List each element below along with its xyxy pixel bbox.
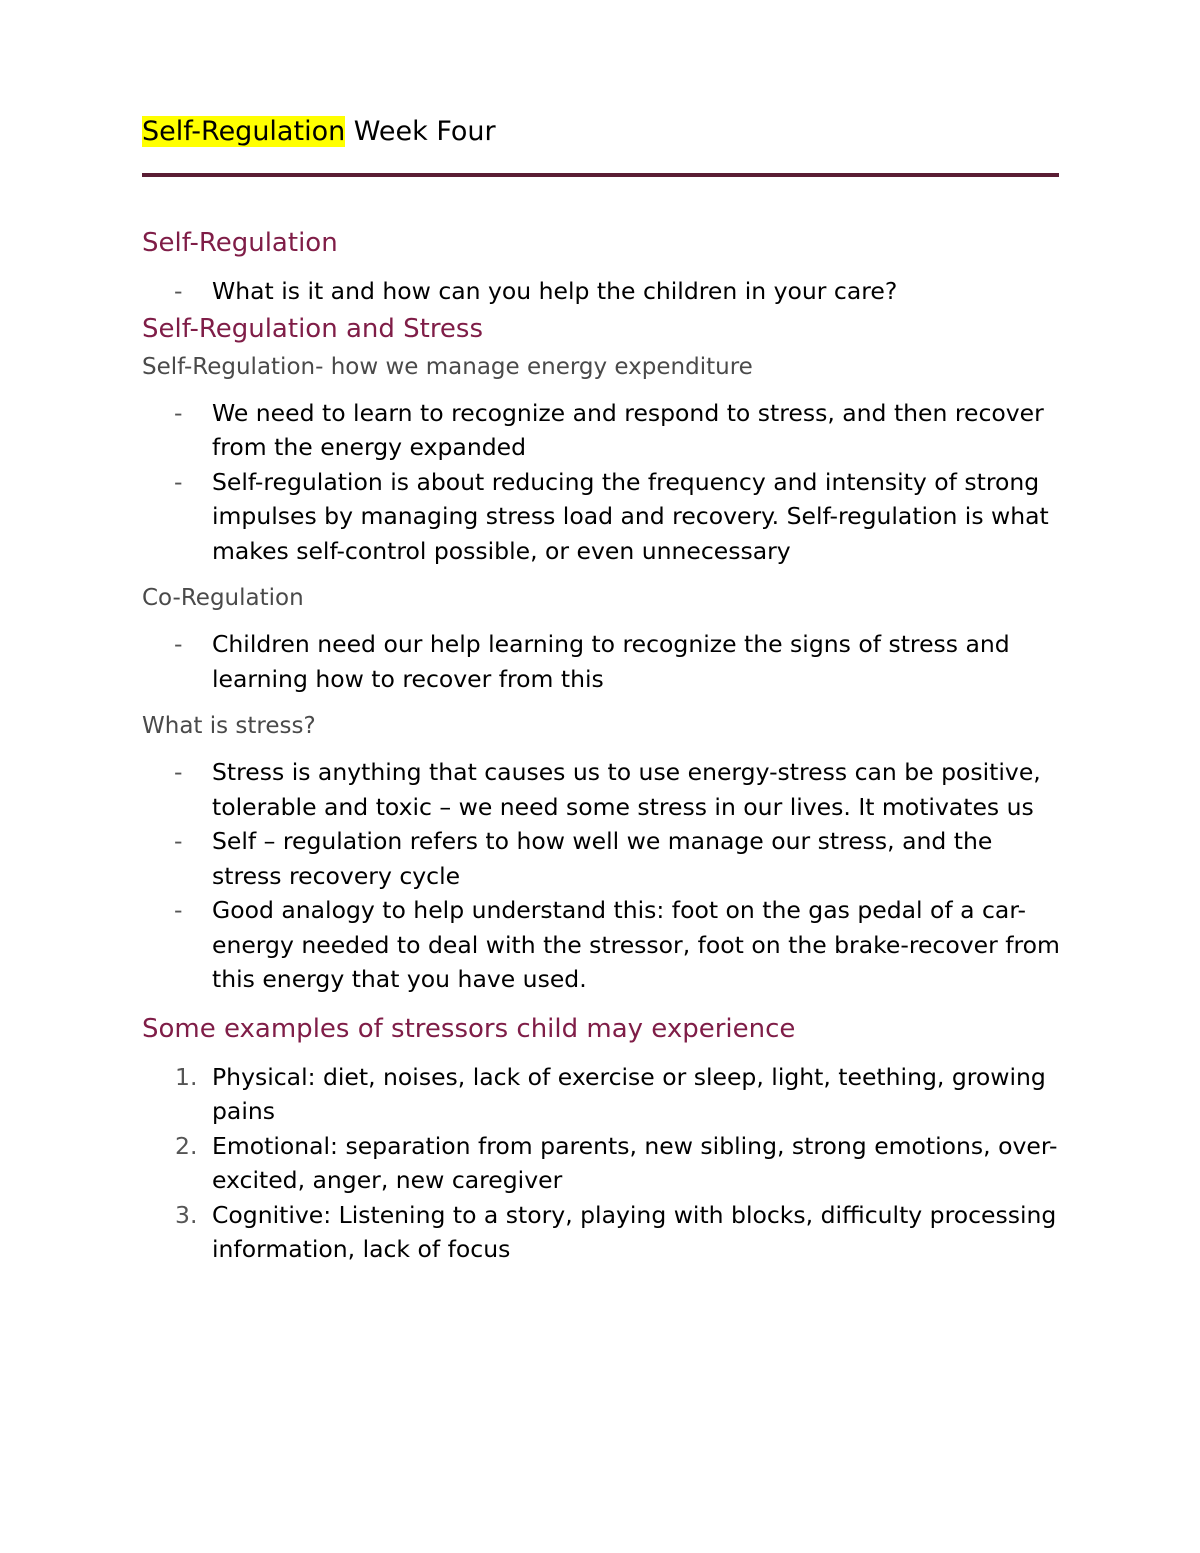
title-divider	[142, 173, 1059, 177]
list-number: 3.	[175, 1200, 198, 1229]
bullet-marker: -	[174, 630, 183, 658]
bullet-list-self-regulation	[142, 274, 1060, 309]
list-item: - We need to learn to recognize and respond to stress, and then recover from the energy expanded	[142, 396, 1060, 465]
section-heading-self-regulation-and-stress: Self-Regulation and Stress	[142, 313, 484, 344]
bullet-marker: -	[174, 896, 183, 924]
list-item: 2. Emotional: separation from parents, new sibling, strong emotions, over-excited, anger, new caregiver	[142, 1129, 1060, 1198]
subheading-energy-expenditure: Self-Regulation- how we manage energy expenditure	[142, 353, 753, 380]
document-body	[142, 223, 1060, 1267]
section-heading-stressor-examples: Some examples of stressors child may experience	[142, 1013, 796, 1044]
bullet-marker: -	[174, 277, 183, 305]
document-title	[142, 114, 496, 150]
list-number: 1.	[175, 1062, 198, 1091]
bullet-marker: -	[174, 467, 183, 496]
bullet-list-stress	[142, 396, 1060, 569]
bullet-list-what-is-stress	[142, 755, 1060, 997]
list-item: 3. Cognitive: Listening to a story, playing with blocks, difficulty processing information, lack of focus	[142, 1198, 1060, 1267]
bullet-marker: -	[174, 827, 183, 855]
list-item: - What is it and how can you help the children in your care?	[142, 274, 1060, 309]
title-rest-text: Week Four	[345, 116, 496, 147]
list-item: - Stress is anything that causes us to use energy-stress can be positive, tolerable and toxic – we need some stress in our lives. It motivates us	[142, 755, 1060, 824]
section-heading-self-regulation: Self-Regulation	[142, 228, 338, 258]
list-number: 2.	[175, 1131, 198, 1160]
list-item: - Children need our help learning to recognize the signs of stress and learning how to recover from this	[142, 627, 1060, 696]
bullet-marker: -	[174, 758, 183, 786]
list-item: - Good analogy to help understand this: foot on the gas pedal of a car-energy needed to deal with the stressor, foot on the brake-recover from this energy that you have used.	[142, 893, 1060, 997]
list-item: - Self – regulation refers to how well we manage our stress, and the stress recovery cycle	[142, 824, 1060, 893]
numbered-list-stressors	[142, 1060, 1060, 1267]
title-highlighted-text: Self-Regulation	[142, 116, 346, 147]
bullet-marker: -	[174, 398, 183, 427]
list-item: 1. Physical: diet, noises, lack of exercise or sleep, light, teething, growing pains	[142, 1060, 1060, 1129]
list-item: - Self-regulation is about reducing the frequency and intensity of strong impulses by managing stress load and recovery. Self-regulation is what makes self-control possible, or even unnecessary	[142, 465, 1060, 569]
bullet-list-co-regulation	[142, 627, 1060, 696]
subheading-co-regulation: Co-Regulation	[142, 585, 304, 611]
subheading-what-is-stress: What is stress?	[142, 713, 316, 739]
